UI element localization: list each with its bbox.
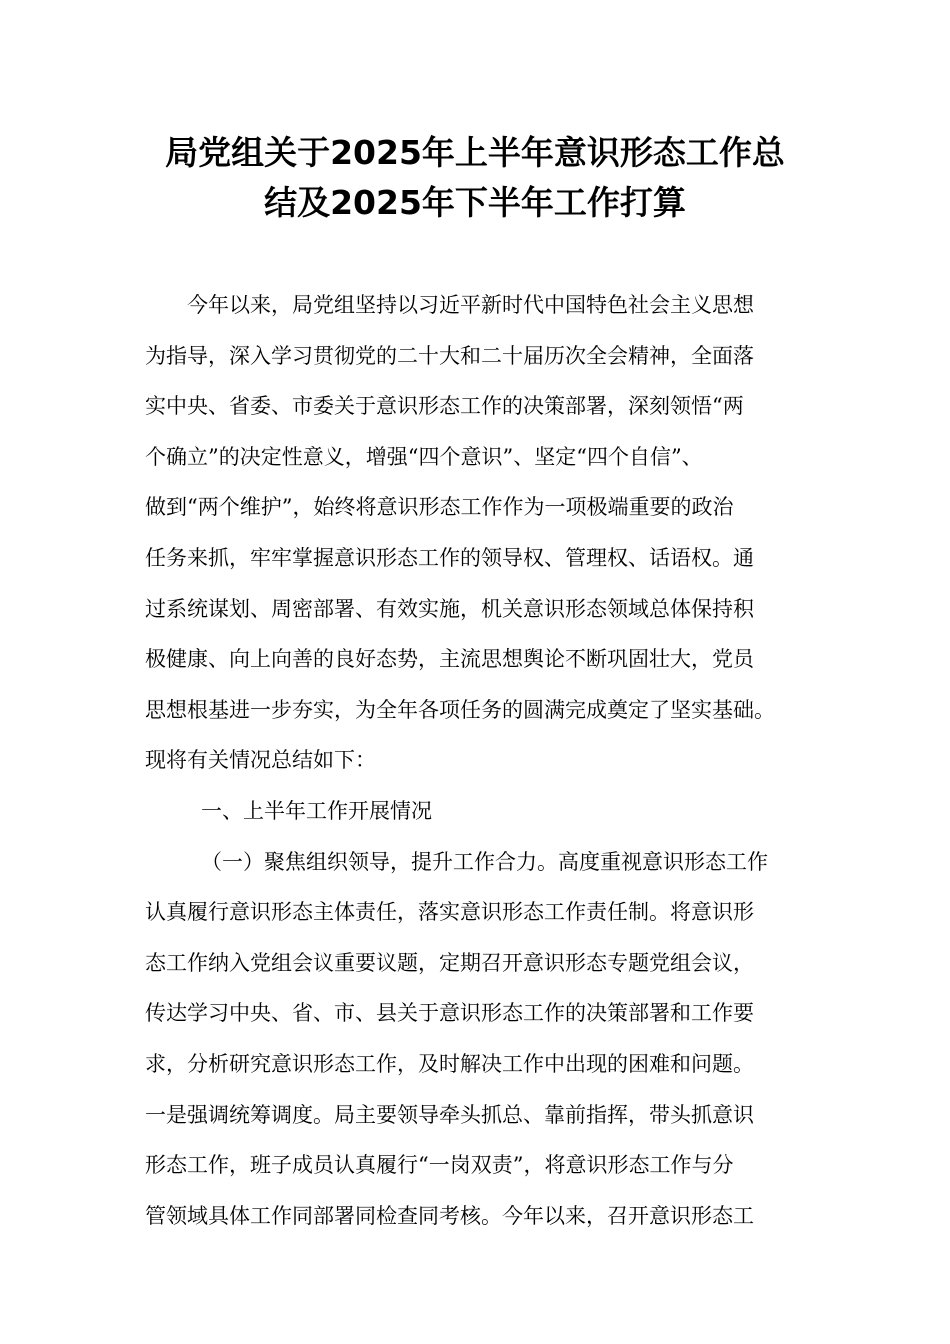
subsection-heading-line: （一）聚焦组织领导，提升工作合力。高度重视意识形态工作	[201, 849, 768, 874]
title-line-2: 结及2025年下半年工作打算	[264, 183, 686, 222]
document-title	[0, 128, 950, 228]
paragraph-line: 今年以来，局党组坚持以习近平新时代中国特色社会主义思想	[187, 293, 754, 317]
document-body	[145, 286, 825, 1247]
paragraph-line: 做到“两个维护”，始终将意识形态工作作为一项极端重要的政治	[145, 495, 734, 520]
paragraph-line: 任务来抓，牢牢掌握意识形态工作的领导权、管理权、话语权。通	[145, 545, 754, 570]
paragraph-line: 实中央、省委、市委关于意识形态工作的决策部署，深刻领悟“两	[145, 394, 744, 419]
paragraph-line: 一是强调统筹调度。局主要领导牵头抓总、靠前指挥，带头抓意识	[145, 1102, 754, 1127]
paragraph-line: 过系统谋划、周密部署、有效实施，机关意识形态领域总体保持积	[145, 596, 754, 621]
paragraph-line: 求，分析研究意识形态工作，及时解决工作中出现的困难和问题。	[145, 1051, 754, 1076]
paragraph-line: 管领域具体工作同部署同检查同考核。今年以来，召开意识形态工	[145, 1203, 754, 1228]
paragraph-line: 为指导，深入学习贯彻党的二十大和二十届历次全会精神，全面落	[145, 343, 754, 368]
paragraph-line: 个确立”的决定性意义，增强“四个意识”、坚定“四个自信”、	[145, 444, 703, 469]
paragraph-line: 形态工作，班子成员认真履行“一岗双责”，将意识形态工作与分	[145, 1153, 734, 1178]
title-line-1: 局党组关于2025年上半年意识形态工作总	[165, 133, 785, 172]
paragraph-line: 思想根基进一步夯实，为全年各项任务的圆满完成奠定了坚实基础。	[145, 697, 775, 722]
paragraph-line: 现将有关情况总结如下：	[145, 748, 376, 773]
section-heading: 一、上半年工作开展情况	[201, 798, 432, 823]
paragraph-line: 传达学习中央、省、市、县关于意识形态工作的决策部署和工作要	[145, 1001, 754, 1026]
paragraph-line: 态工作纳入党组会议重要议题，定期召开意识形态专题党组会议，	[145, 950, 754, 975]
paragraph-line: 极健康、向上向善的良好态势，主流思想舆论不断巩固壮大，党员	[145, 647, 754, 672]
paragraph-line: 认真履行意识形态主体责任，落实意识形态工作责任制。将意识形	[145, 900, 754, 925]
